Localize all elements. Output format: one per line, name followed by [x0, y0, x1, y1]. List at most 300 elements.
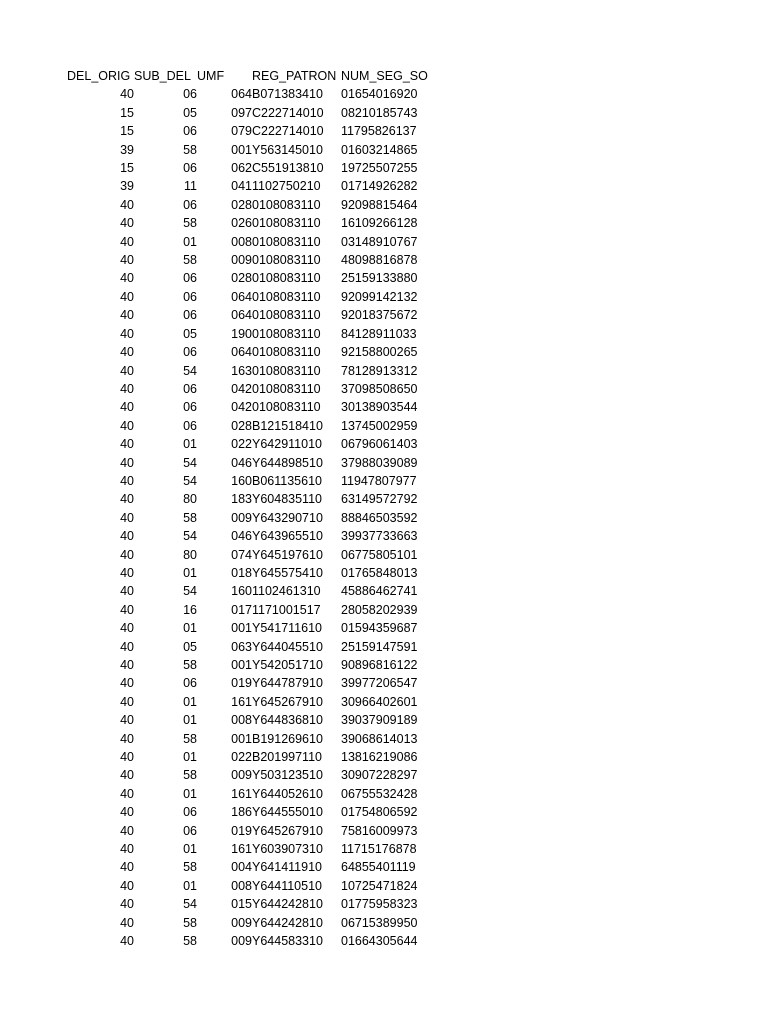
- del-orig-cell: 40: [120, 473, 134, 488]
- del-orig-cell: 39: [120, 179, 134, 194]
- lead-spacer: [0, 177, 67, 195]
- table-row: [0, 656, 433, 674]
- lead-spacer: [0, 656, 67, 674]
- num-seg-so-cell: 30138903544: [341, 400, 418, 415]
- sub-del-cell: 01: [183, 878, 197, 893]
- reg-patron-cell: B071383410: [252, 87, 323, 102]
- num-seg-so-cell: 78128913312: [341, 363, 418, 378]
- reg-patron-cell: Y563145010: [252, 142, 323, 157]
- table-row: [0, 251, 433, 269]
- reg-patron-cell: Y645267910: [252, 823, 323, 838]
- reg-patron-cell: Y645575410: [252, 565, 323, 580]
- lead-spacer: [0, 141, 67, 159]
- reg-patron-cell: 0108083110: [252, 345, 321, 360]
- num-seg-so-cell: 01603214865: [341, 142, 418, 157]
- sub-del-cell: 01: [183, 565, 197, 580]
- num-seg-so-cell: 11947807977: [341, 473, 417, 488]
- umf-cell: 026: [231, 216, 252, 231]
- del-orig-cell: 40: [120, 897, 134, 912]
- del-orig-cell: 40: [120, 639, 134, 654]
- umf-cell: 001: [231, 621, 252, 636]
- del-orig-cell: 40: [120, 345, 134, 360]
- header-row: [0, 67, 433, 85]
- del-orig-cell: 40: [120, 308, 134, 323]
- table-row: [0, 288, 433, 306]
- sub-del-cell: 58: [183, 768, 197, 783]
- table-row: [0, 159, 433, 177]
- umf-cell: 008: [231, 878, 252, 893]
- umf-cell: 008: [231, 234, 252, 249]
- umf-cell: 028: [231, 271, 252, 286]
- reg-patron-cell: B061135610: [252, 473, 322, 488]
- reg-patron-cell: C551913810: [252, 161, 324, 176]
- sub-del-cell: 06: [183, 308, 197, 323]
- lead-spacer: [0, 435, 67, 453]
- table-row: [0, 564, 433, 582]
- num-seg-so-cell: 06715389950: [341, 915, 418, 930]
- table-row: [0, 490, 433, 508]
- sub-del-cell: 80: [183, 547, 197, 562]
- reg-patron-cell: 0108083110: [252, 289, 321, 304]
- sub-del-cell: 01: [183, 713, 197, 728]
- umf-cell: 064: [231, 289, 252, 304]
- reg-patron-cell: Y643965510: [252, 529, 323, 544]
- table-row: [0, 785, 433, 803]
- table-row: [0, 619, 433, 637]
- del-orig-cell: 40: [120, 805, 134, 820]
- num-seg-so-cell: 88846503592: [341, 510, 418, 525]
- num-seg-so-cell: 30966402601: [341, 694, 418, 709]
- num-seg-so-cell: 39937733663: [341, 529, 418, 544]
- sub-del-cell: 54: [183, 584, 197, 599]
- num-seg-so-cell: 28058202939: [341, 602, 418, 617]
- table-row: [0, 362, 433, 380]
- sub-del-cell: 58: [183, 731, 197, 746]
- table-row: [0, 233, 433, 251]
- sub-del-cell: 54: [183, 897, 197, 912]
- umf-cell: 001: [231, 658, 252, 672]
- lead-spacer: [0, 674, 67, 692]
- sub-del-cell: 06: [183, 676, 197, 691]
- reg-patron-cell: 0108083110: [252, 197, 321, 212]
- del-orig-cell: 40: [120, 621, 134, 636]
- reg-patron-cell: Y503123510: [252, 768, 323, 783]
- sub-del-cell: 54: [183, 455, 197, 470]
- reg-patron-cell: B201997110: [252, 750, 322, 765]
- del-orig-cell: 39: [120, 142, 134, 157]
- table-row: [0, 638, 433, 656]
- sub-del-cell: 80: [183, 492, 197, 507]
- lead-spacer: [0, 362, 67, 380]
- umf-cell: 022: [231, 437, 252, 452]
- table-row: [0, 730, 433, 748]
- lead-spacer: [0, 711, 67, 729]
- reg-patron-cell: Y644787910: [252, 676, 323, 691]
- table-row: [0, 766, 433, 784]
- umf-cell: 079: [231, 124, 252, 139]
- num-seg-so-cell: 03148910767: [341, 234, 418, 249]
- umf-cell: 041: [231, 179, 252, 194]
- table-row: [0, 306, 433, 324]
- del-orig-cell: 40: [120, 363, 134, 378]
- umf-cell: 074: [231, 547, 252, 562]
- del-orig-cell: 40: [120, 565, 134, 580]
- reg-patron-cell: Y642911010: [252, 437, 322, 452]
- table-row: [0, 803, 433, 821]
- del-orig-cell: 40: [120, 823, 134, 838]
- lead-spacer: [0, 822, 67, 840]
- sub-del-cell: 06: [183, 400, 197, 415]
- num-seg-so-cell: 10725471824: [341, 878, 418, 893]
- del-orig-cell: 40: [120, 418, 134, 433]
- table-row: [0, 472, 433, 490]
- sub-del-cell: 54: [183, 363, 197, 378]
- umf-cell: 183: [231, 492, 252, 507]
- table-row: [0, 895, 433, 913]
- sub-del-cell: 54: [183, 529, 197, 544]
- lead-spacer: [0, 380, 67, 398]
- reg-patron-cell: C222714010: [252, 105, 324, 120]
- umf-cell: 046: [231, 455, 252, 470]
- reg-patron-cell: Y643290710: [252, 510, 323, 525]
- num-seg-so-cell: 01714926282: [341, 179, 418, 194]
- del-orig-cell: 40: [120, 786, 134, 801]
- del-orig-cell: 40: [120, 437, 134, 452]
- umf-cell: 017: [231, 602, 252, 617]
- lead-spacer: [0, 67, 67, 85]
- umf-cell: 028: [231, 418, 252, 433]
- del-orig-cell: 40: [120, 676, 134, 691]
- lead-spacer: [0, 269, 67, 287]
- del-orig-cell: 40: [120, 915, 134, 930]
- reg-patron-cell: 0108083110: [252, 271, 321, 286]
- del-orig-cell: 40: [120, 510, 134, 525]
- table-row: [0, 546, 433, 564]
- num-seg-so-cell: 84128911033: [341, 326, 417, 341]
- lead-spacer: [0, 766, 67, 784]
- umf-cell: 064: [231, 87, 252, 102]
- umf-cell: 064: [231, 345, 252, 360]
- sub-del-cell: 01: [183, 234, 197, 249]
- header-reg-patron: REG_PATRON: [252, 69, 337, 83]
- del-orig-cell: 40: [120, 934, 134, 949]
- del-orig-cell: 40: [120, 455, 134, 470]
- num-seg-so-cell: 06775805101: [341, 547, 418, 562]
- num-seg-so-cell: 06755532428: [341, 786, 418, 801]
- del-orig-cell: 40: [120, 216, 134, 231]
- lead-spacer: [0, 509, 67, 527]
- umf-cell: 186: [231, 805, 252, 820]
- umf-cell: 190: [231, 326, 252, 341]
- del-orig-cell: 40: [120, 750, 134, 765]
- reg-patron-cell: Y644555010: [252, 805, 323, 820]
- lead-spacer: [0, 527, 67, 545]
- reg-patron-cell: Y603907310: [252, 842, 323, 857]
- sub-del-cell: 11: [184, 179, 197, 194]
- del-orig-cell: 40: [120, 197, 134, 212]
- del-orig-cell: 40: [120, 768, 134, 783]
- reg-patron-cell: 0108083110: [252, 400, 321, 415]
- num-seg-so-cell: 01654016920: [341, 87, 418, 102]
- umf-cell: 015: [231, 897, 252, 912]
- table-row: [0, 380, 433, 398]
- table-row: [0, 711, 433, 729]
- lead-spacer: [0, 85, 67, 103]
- umf-cell: 028: [231, 197, 252, 212]
- num-seg-so-cell: 90896816122: [341, 658, 418, 672]
- sub-del-cell: 06: [183, 271, 197, 286]
- sub-del-cell: 06: [183, 197, 197, 212]
- umf-cell: 161: [231, 786, 252, 801]
- header-del-orig: DEL_ORIG: [67, 69, 131, 83]
- sub-del-cell: 06: [183, 381, 197, 396]
- lead-spacer: [0, 472, 67, 490]
- del-orig-cell: 40: [120, 326, 134, 341]
- table-row: [0, 454, 433, 472]
- table-row: [0, 582, 433, 600]
- sub-del-cell: 06: [183, 124, 197, 139]
- sub-del-cell: 58: [183, 934, 197, 949]
- num-seg-so-cell: 48098816878: [341, 253, 418, 268]
- del-orig-cell: 40: [120, 878, 134, 893]
- reg-patron-cell: Y644242810: [252, 915, 323, 930]
- num-seg-so-cell: 19725507255: [341, 161, 418, 176]
- num-seg-so-cell: 01754806592: [341, 805, 418, 820]
- table-row: [0, 85, 433, 103]
- umf-cell: 009: [231, 253, 252, 268]
- sub-del-cell: 06: [183, 161, 197, 176]
- del-orig-cell: 40: [120, 713, 134, 728]
- sub-del-cell: 58: [183, 216, 197, 231]
- del-orig-cell: 15: [120, 161, 134, 176]
- lead-spacer: [0, 233, 67, 251]
- del-orig-cell: 15: [120, 124, 134, 139]
- table-row: [0, 527, 433, 545]
- num-seg-so-cell: 92098815464: [341, 197, 418, 212]
- table-row: [0, 932, 433, 950]
- header-sub-del: SUB_DEL: [134, 69, 191, 83]
- reg-patron-cell: 0108083110: [252, 326, 321, 341]
- del-orig-cell: 40: [120, 271, 134, 286]
- table-row: [0, 214, 433, 232]
- reg-patron-cell: Y644045510: [252, 639, 323, 654]
- umf-cell: 004: [231, 860, 252, 875]
- lead-spacer: [0, 104, 67, 122]
- umf-cell: 009: [231, 510, 252, 525]
- num-seg-so-cell: 39037909189: [341, 713, 418, 728]
- sub-del-cell: 16: [183, 602, 197, 617]
- del-orig-cell: 40: [120, 860, 134, 875]
- num-seg-so-cell: 39068614013: [341, 731, 418, 746]
- del-orig-cell: 40: [120, 658, 134, 672]
- lead-spacer: [0, 601, 67, 619]
- num-seg-so-cell: 11795826137: [341, 124, 417, 139]
- lead-spacer: [0, 895, 67, 913]
- sub-del-cell: 01: [183, 621, 197, 636]
- sub-del-cell: 01: [183, 437, 197, 452]
- num-seg-so-cell: 16109266128: [341, 216, 418, 231]
- lead-spacer: [0, 122, 67, 140]
- reg-patron-cell: 0108083110: [252, 363, 321, 378]
- reg-patron-cell: 1102461310: [252, 584, 321, 599]
- del-orig-cell: 40: [120, 584, 134, 599]
- umf-cell: 019: [231, 823, 252, 838]
- table-row: [0, 674, 433, 692]
- table-row: [0, 435, 433, 453]
- num-seg-so-cell: 92018375672: [341, 308, 418, 323]
- reg-patron-cell: 1102750210: [252, 179, 321, 194]
- reg-patron-cell: 1171001517: [252, 602, 321, 617]
- reg-patron-cell: 0108083110: [252, 234, 321, 249]
- num-seg-so-cell: 37098508650: [341, 381, 418, 396]
- sub-del-cell: 58: [183, 658, 197, 672]
- del-orig-cell: 40: [120, 234, 134, 249]
- lead-spacer: [0, 343, 67, 361]
- lead-spacer: [0, 214, 67, 232]
- lead-spacer: [0, 638, 67, 656]
- spreadsheet-page: [0, 67, 768, 951]
- lead-spacer: [0, 932, 67, 950]
- lead-spacer: [0, 546, 67, 564]
- lead-spacer: [0, 803, 67, 821]
- sub-del-cell: 58: [183, 510, 197, 525]
- del-orig-cell: 40: [120, 694, 134, 709]
- umf-cell: 022: [231, 750, 252, 765]
- umf-cell: 062: [231, 161, 252, 176]
- num-seg-so-cell: 64855401119: [341, 860, 416, 875]
- lead-spacer: [0, 582, 67, 600]
- num-seg-so-cell: 39977206547: [341, 676, 418, 691]
- umf-cell: 001: [231, 142, 252, 157]
- num-seg-so-cell: 11715176878: [341, 842, 417, 857]
- sub-del-cell: 05: [183, 639, 197, 654]
- lead-spacer: [0, 785, 67, 803]
- del-orig-cell: 40: [120, 492, 134, 507]
- table-row: [0, 877, 433, 895]
- lead-spacer: [0, 251, 67, 269]
- del-orig-cell: 15: [120, 105, 134, 120]
- lead-spacer: [0, 914, 67, 932]
- sub-del-cell: 54: [183, 473, 197, 488]
- reg-patron-cell: Y644898510: [252, 455, 323, 470]
- table-row: [0, 693, 433, 711]
- table-row: [0, 509, 433, 527]
- lead-spacer: [0, 693, 67, 711]
- reg-patron-cell: Y604835110: [252, 492, 322, 507]
- table-row: [0, 914, 433, 932]
- reg-patron-cell: Y644052610: [252, 786, 323, 801]
- lead-spacer: [0, 730, 67, 748]
- lead-spacer: [0, 619, 67, 637]
- lead-spacer: [0, 417, 67, 435]
- del-orig-cell: 40: [120, 87, 134, 102]
- num-seg-so-cell: 37988039089: [341, 455, 418, 470]
- umf-cell: 042: [231, 381, 252, 396]
- del-orig-cell: 40: [120, 381, 134, 396]
- del-orig-cell: 40: [120, 731, 134, 746]
- table-row: [0, 343, 433, 361]
- table-row: [0, 840, 433, 858]
- lead-spacer: [0, 306, 67, 324]
- num-seg-so-cell: 92099142132: [341, 289, 418, 304]
- sub-del-cell: 06: [183, 87, 197, 102]
- reg-patron-cell: Y644110510: [252, 878, 322, 893]
- umf-cell: 046: [231, 529, 252, 544]
- reg-patron-cell: Y641411910: [252, 860, 322, 875]
- reg-patron-cell: Y644836810: [252, 713, 323, 728]
- del-orig-cell: 40: [120, 529, 134, 544]
- umf-cell: 097: [231, 105, 252, 120]
- table-row: [0, 398, 433, 416]
- lead-spacer: [0, 196, 67, 214]
- umf-cell: 009: [231, 768, 252, 783]
- num-seg-so-cell: 01775958323: [341, 897, 418, 912]
- lead-spacer: [0, 840, 67, 858]
- reg-patron-cell: Y542051710: [252, 658, 323, 672]
- lead-spacer: [0, 454, 67, 472]
- table-row: [0, 269, 433, 287]
- table-row: [0, 417, 433, 435]
- umf-cell: 009: [231, 915, 252, 930]
- lead-spacer: [0, 398, 67, 416]
- num-seg-so-cell: 63149572792: [341, 492, 418, 507]
- umf-cell: 008: [231, 713, 252, 728]
- num-seg-so-cell: 92158800265: [341, 345, 418, 360]
- reg-patron-cell: 0108083110: [252, 381, 321, 396]
- umf-cell: 019: [231, 676, 252, 691]
- num-seg-so-cell: 45886462741: [341, 584, 418, 599]
- lead-spacer: [0, 490, 67, 508]
- table-row: [0, 325, 433, 343]
- umf-cell: 018: [231, 565, 252, 580]
- reg-patron-cell: Y644583310: [252, 934, 323, 949]
- table-row: [0, 858, 433, 876]
- sub-del-cell: 58: [183, 915, 197, 930]
- lead-spacer: [0, 748, 67, 766]
- sub-del-cell: 06: [183, 289, 197, 304]
- sub-del-cell: 01: [183, 842, 197, 857]
- header-num-seg-so: NUM_SEG_SO: [341, 69, 428, 83]
- reg-patron-cell: Y644242810: [252, 897, 323, 912]
- lead-spacer: [0, 858, 67, 876]
- table-row: [0, 601, 433, 619]
- del-orig-cell: 40: [120, 253, 134, 268]
- sub-del-cell: 01: [183, 786, 197, 801]
- sub-del-cell: 58: [183, 142, 197, 157]
- umf-cell: 160: [231, 473, 252, 488]
- del-orig-cell: 40: [120, 602, 134, 617]
- sub-del-cell: 06: [183, 418, 197, 433]
- sub-del-cell: 01: [183, 694, 197, 709]
- header-umf: UMF: [197, 69, 225, 83]
- num-seg-so-cell: 01765848013: [341, 565, 418, 580]
- umf-cell: 001: [231, 731, 252, 746]
- num-seg-so-cell: 01664305644: [341, 934, 418, 949]
- table-row: [0, 196, 433, 214]
- reg-patron-cell: 0108083110: [252, 308, 321, 323]
- table-row: [0, 822, 433, 840]
- umf-cell: 063: [231, 639, 252, 654]
- sub-del-cell: 06: [183, 805, 197, 820]
- sub-del-cell: 06: [183, 345, 197, 360]
- num-seg-so-cell: 06796061403: [341, 437, 418, 452]
- reg-patron-cell: C222714010: [252, 124, 324, 139]
- num-seg-so-cell: 13816219086: [341, 750, 418, 765]
- records-table: [0, 67, 433, 951]
- umf-cell: 160: [231, 584, 252, 599]
- lead-spacer: [0, 159, 67, 177]
- sub-del-cell: 01: [183, 750, 197, 765]
